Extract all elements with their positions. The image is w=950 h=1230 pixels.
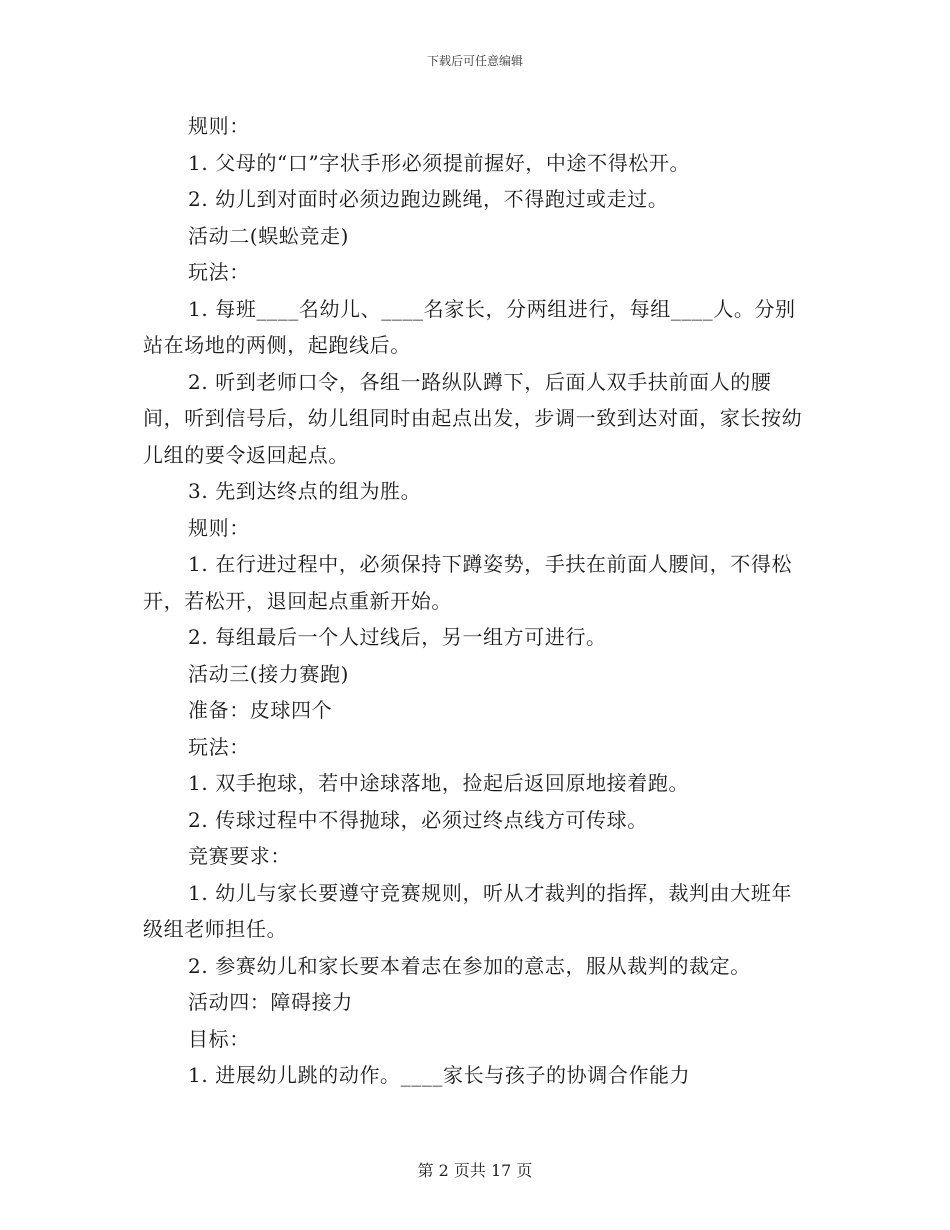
paragraph: 2. 每组最后一个人过线后，另一组方可进行。 bbox=[188, 625, 607, 649]
paragraph: 1. 在行进过程中，必须保持下蹲姿势，手扶在前面人腰间，不得松开，若松开，退回起点重新开始。 bbox=[143, 552, 793, 613]
paragraph: 2. 幼儿到对面时必须边跑边跳绳，不得跑过或走过。 bbox=[188, 187, 669, 211]
paragraph: 1. 每班____名幼儿、____名家长，分两组进行，每组____人。分别站在场地的两侧，起跑线后。 bbox=[143, 296, 796, 357]
paragraph-rules-1: 规则： bbox=[188, 114, 250, 138]
page-number-footer: 第 2 页共 17 页 bbox=[417, 1161, 533, 1180]
paragraph-gameplay-label: 玩法： bbox=[188, 734, 250, 759]
paragraph-requirements-label: 竞赛要求： bbox=[188, 844, 291, 868]
paragraph-preparation: 准备：皮球四个 bbox=[188, 698, 333, 722]
document-body bbox=[143, 108, 807, 1094]
paragraph: 3. 先到达终点的组为胜。 bbox=[188, 479, 422, 503]
paragraph: 2. 传球过程中不得抛球，必须过终点线方可传球。 bbox=[188, 807, 648, 832]
paragraph: 1. 父母的“口”字状手形必须提前握好，中途不得松开。 bbox=[188, 150, 691, 175]
paragraph: 1. 双手抱球，若中途球落地，捡起后返回原地接着跑。 bbox=[188, 771, 690, 795]
page-header: 下载后可任意编辑 bbox=[426, 54, 523, 68]
paragraph-goal-label: 目标： bbox=[188, 1026, 250, 1051]
paragraph-gameplay-label: 玩法： bbox=[188, 260, 250, 284]
paragraph-rules-2: 规则： bbox=[188, 515, 250, 540]
paragraph: 1. 幼儿与家长要遵守竞赛规则，听从才裁判的指挥，裁判由大班年级组老师担任。 bbox=[143, 880, 793, 941]
paragraph: 2. 参赛幼儿和家长要本着志在参加的意志，服从裁判的裁定。 bbox=[188, 953, 751, 978]
section-heading-activity-2: 活动二(蜈蚣竞走) bbox=[188, 223, 350, 248]
section-heading-activity-3: 活动三(接力赛跑) bbox=[188, 661, 350, 686]
section-heading-activity-4: 活动四：障碍接力 bbox=[188, 990, 353, 1014]
paragraph: 2. 听到老师口令，各组一路纵队蹲下，后面人双手扶前面人的腰间，听到信号后，幼儿组同时由起点出发，步调一致到达对面，家长按幼儿组的要令返回起点。 bbox=[143, 369, 803, 467]
paragraph: 1. 进展幼儿跳的动作。____家长与孩子的协调合作能力 bbox=[188, 1063, 691, 1087]
